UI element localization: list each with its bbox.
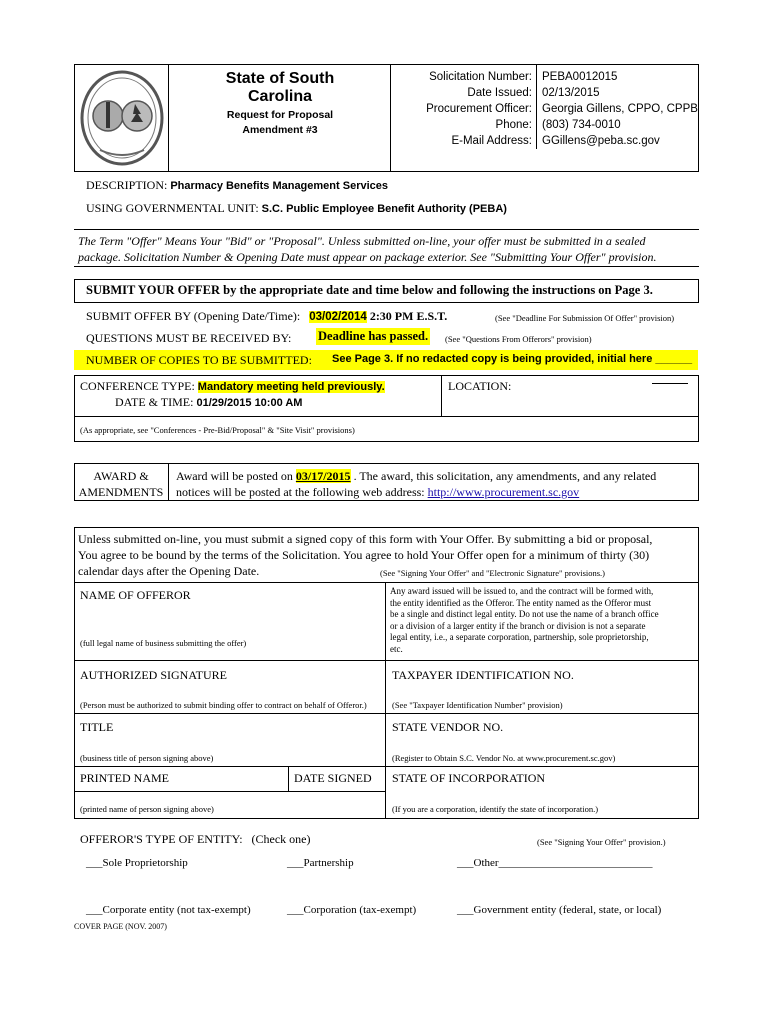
corp-nontax-option[interactable]: ___Corporate entity (not tax-exempt) — [86, 904, 251, 916]
conference-note: (As appropriate, see "Conferences - Pre-Bid/Proposal" & "Site Visit" provisions) — [80, 425, 355, 435]
signing-line1: Unless submitted on-line, you must submit a signed copy of this form with Your Offer. By submitting a bid or proposal, — [78, 532, 653, 546]
partnership-option[interactable]: ___Partnership — [287, 857, 354, 869]
unit-value: S.C. Public Employee Benefit Authority (PEBA) — [261, 203, 507, 215]
award-label-line2: AMENDMENTS — [78, 485, 164, 499]
questions-label: QUESTIONS MUST BE RECEIVED BY: — [86, 331, 292, 345]
vendor-note: (Register to Obtain S.C. Vendor No. at www.procurement.sc.gov) — [392, 753, 616, 763]
award-entity-line: legal entity, i.e., a separate corporation, partnership, sole proprietorship, — [390, 632, 649, 642]
procurement-link[interactable]: http://www.procurement.sc.gov — [427, 485, 580, 499]
signature-label: AUTHORIZED SIGNATURE — [80, 668, 227, 682]
offer-note-line2: package. Solicitation Number & Opening Date must appear on package exterior. See "Submitting Your Offer" provision. — [78, 250, 657, 264]
offeror-name-note: (full legal name of business submitting the offer) — [80, 638, 247, 648]
conf-type-value: Mandatory meeting held previously. — [197, 381, 385, 393]
submit-heading: SUBMIT YOUR OFFER by the appropriate date and time below and following the instructions on Page 3. — [86, 283, 653, 297]
signing-line2: You agree to be bound by the terms of the Solicitation. You agree to hold Your Offer open for a minimum of thirty (30) — [78, 548, 650, 562]
date-issued-label: Date Issued: — [467, 87, 532, 99]
header-values — [542, 69, 697, 149]
award-entity-line: or a division of a larger entity if the branch or division is not a separate — [390, 620, 646, 631]
submit-by-row — [86, 309, 447, 324]
award-label-line1: AWARD & — [93, 469, 149, 483]
award-text — [176, 468, 656, 500]
corp-tax-exempt-option[interactable]: ___Corporation (tax-exempt) — [287, 904, 417, 916]
questions-note: (See "Questions From Offerors" provision) — [445, 334, 592, 344]
printed-name-label: PRINTED NAME — [80, 771, 169, 785]
award-entity-line: be a single and distinct legal entity. Do not use the name of a branch office — [390, 609, 659, 619]
unit-label: USING GOVERNMENTAL UNIT: — [86, 201, 259, 215]
unit-row — [86, 201, 507, 216]
incorporation-note: (If you are a corporation, identify the state of incorporation.) — [392, 804, 599, 814]
description-row — [86, 178, 388, 193]
officer-email: GGillens@peba.sc.gov — [542, 135, 660, 147]
title-label: TITLE — [80, 720, 114, 734]
signature-note: (Person must be authorized to submit binding offer to contract on behalf of Offeror.) — [80, 700, 367, 710]
award-entity-line: etc. — [390, 643, 403, 654]
date-issued: 02/13/2015 — [542, 87, 600, 99]
conf-type-label: CONFERENCE TYPE: — [80, 379, 195, 393]
award-date: 03/17/2015 — [295, 469, 351, 483]
award-entity-text — [390, 586, 659, 655]
offer-note — [78, 233, 656, 265]
solicitation-number: PEBA0012015 — [542, 71, 618, 83]
conf-dt-label: DATE & TIME: — [115, 395, 194, 409]
email-label: E-Mail Address: — [451, 135, 532, 147]
sole-proprietorship-option[interactable]: ___Sole Proprietorship — [86, 857, 188, 869]
offer-note-line1: The Term "Offer" Means Your "Bid" or "Proposal". Unless submitted on-line, your offer must be submitted in a sealed — [78, 234, 646, 248]
location-label: LOCATION: — [448, 379, 512, 393]
state-seal — [80, 70, 164, 166]
header-labels — [396, 69, 532, 149]
phone-label: Phone: — [495, 119, 532, 131]
officer-label: Procurement Officer: — [426, 103, 532, 115]
state-title: State of South Carolina — [225, 70, 335, 105]
incorporation-label: STATE OF INCORPORATION — [392, 771, 546, 785]
award-text-post: . The award, this solicitation, any amendments, and any related — [353, 469, 657, 483]
other-option[interactable]: ___Other____________________________ — [457, 857, 653, 869]
copies-value: See Page 3. If no redacted copy is being provided, initial here ______ — [332, 353, 693, 365]
conf-type-row — [80, 379, 385, 394]
amendment-number: Amendment #3 — [242, 124, 318, 136]
description-value: Pharmacy Benefits Management Services — [170, 180, 388, 192]
vendor-label: STATE VENDOR NO. — [392, 720, 504, 734]
date-signed-label: DATE SIGNED — [294, 771, 372, 785]
footer-text: COVER PAGE (NOV. 2007) — [74, 922, 167, 931]
description-label: DESCRIPTION: — [86, 178, 168, 192]
government-entity-option[interactable]: ___Government entity (federal, state, or local) — [457, 904, 662, 916]
solicitation-label: Solicitation Number: — [429, 71, 532, 83]
award-entity-line: Any award issued will be issued to, and the contract will be formed with, — [390, 586, 654, 596]
submit-by-time: 2:30 PM E.S.T. — [369, 309, 448, 323]
submit-by-label: SUBMIT OFFER BY (Opening Date/Time): — [86, 309, 301, 323]
award-label — [74, 468, 168, 500]
signing-note: (See "Signing Your Offer" and "Electronic Signature" provisions.) — [380, 568, 606, 578]
award-text-pre: Award will be posted on — [176, 469, 293, 483]
tin-note: (See "Taxpayer Identification Number" provision) — [392, 700, 563, 710]
title-note: (business title of person signing above) — [80, 753, 214, 763]
signing-line3: calendar days after the Opening Date. — [78, 564, 260, 578]
doc-type: Request for Proposal — [226, 109, 334, 121]
submit-by-date: 03/02/2014 — [309, 311, 367, 323]
officer-name: Georgia Gillens, CPPO, CPPB — [542, 103, 698, 115]
questions-value: Deadline has passed. — [318, 329, 429, 343]
award-entity-line: the entity identified as the Offeror. The entity named as the Offeror must — [390, 597, 652, 608]
award-text2: notices will be posted at the following web address: — [176, 485, 425, 499]
entity-heading: OFFEROR'S TYPE OF ENTITY: (Check one) — [80, 832, 311, 846]
officer-phone: (803) 734-0010 — [542, 119, 621, 131]
copies-label: NUMBER OF COPIES TO BE SUBMITTED: — [86, 353, 312, 367]
offeror-name-label: NAME OF OFFEROR — [80, 588, 191, 602]
submit-by-note: (See "Deadline For Submission Of Offer" provision) — [495, 313, 675, 323]
conf-dt-row — [115, 395, 302, 410]
conf-dt-value: 01/29/2015 10:00 AM — [196, 397, 303, 409]
tin-label: TAXPAYER IDENTIFICATION NO. — [392, 668, 574, 682]
printed-name-note: (printed name of person signing above) — [80, 804, 214, 814]
entity-note: (See "Signing Your Offer" provision.) — [537, 837, 666, 847]
